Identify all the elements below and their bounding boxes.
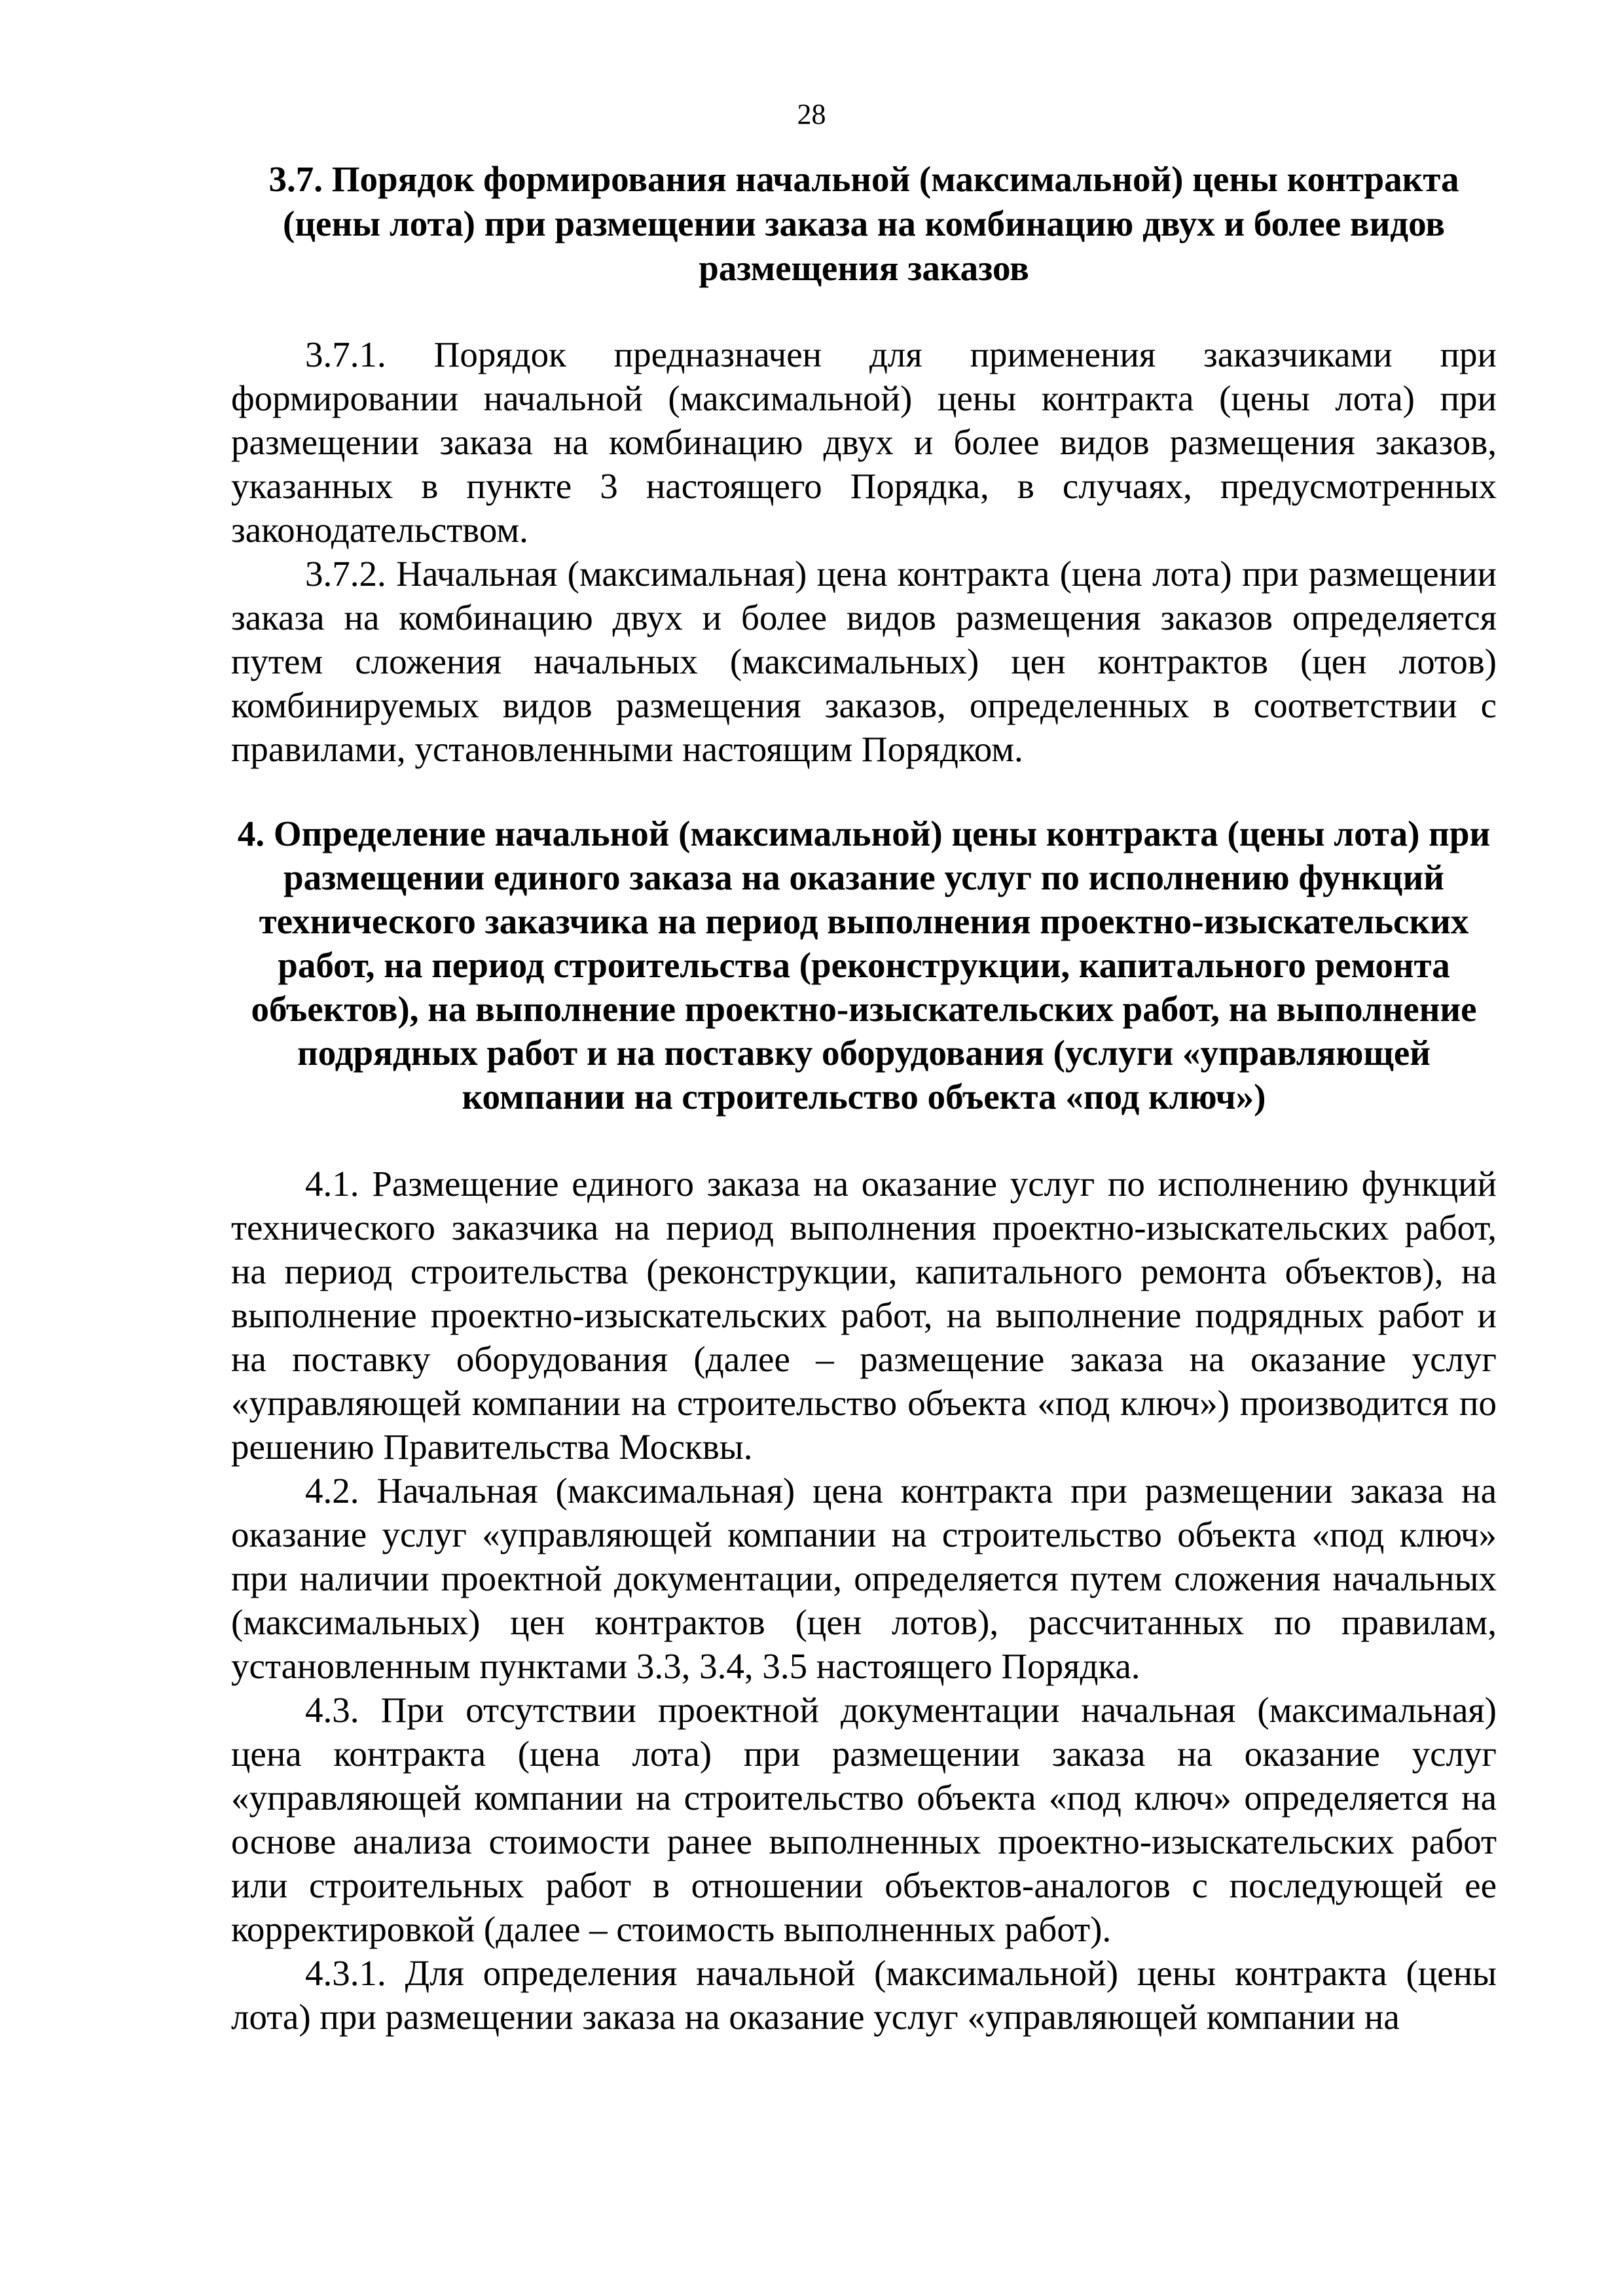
paragraph-3-7-1: 3.7.1. Порядок предназначен для применения заказчиками при формировании начальной (максимальной) цены контракта (цены лота) при размещении заказа на комбинацию двух и более видов размещения заказов, указанных в пункте 3 настоящего Порядка, в случаях, предусмотренных законодательством. <box>231 334 1497 550</box>
section-4-heading: 4. Определение начальной (максимальной) цены контракта (цены лота) при размещении единого заказа на оказание услуг по исполнению функций технического заказчика на период выполнения проектно-изыскательских работ, на период строительства (реконструкции, капитального ремонта объектов), на выполнение проектно-изыскательских работ, на выполнение подрядных работ и на поставку оборудования (услуги «управляющей компании на строительство объекта «под ключ») <box>237 814 1491 1117</box>
paragraph-4-3: 4.3. При отсутствии проектной документации начальная (максимальная) цена контракта (цена лота) при размещении заказа на оказание услуг «управляющей компании на строительство объекта «под ключ» определяется на основе анализа стоимости ранее выполненных проектно-изыскательских работ или строительных работ в отношении объектов-аналогов с последующей ее корректировкой (далее – стоимость выполненных работ). <box>231 1690 1497 1949</box>
page-number: 28 <box>797 98 826 130</box>
paragraph-4-2: 4.2. Начальная (максимальная) цена контракта при размещении заказа на оказание услуг «управляющей компании на строительство объекта «под ключ» при наличии проектной документации, определяется путем сложения начальных (максимальных) цен контрактов (цен лотов), рассчитанных по правилам, установленным пунктами 3.3, 3.4, 3.5 настоящего Порядка. <box>231 1471 1497 1686</box>
paragraph-4-1: 4.1. Размещение единого заказа на оказание услуг по исполнению функций технического заказчика на период выполнения проектно-изыскательских работ, на период строительства (реконструкции, капитального ремонта объектов), на выполнение проектно-изыскательских работ, на выполнение подрядных работ и на поставку оборудования (далее – размещение заказа на оказание услуг «управляющей компании на строительство объекта «под ключ») производится по решению Правительства Москвы. <box>231 1164 1497 1467</box>
document-body <box>231 157 1497 2039</box>
paragraph-3-7-2: 3.7.2. Начальная (максимальная) цена контракта (цена лота) при размещении заказа на комбинацию двух и более видов размещения заказов определяется путем сложения начальных (максимальных) цен контрактов (цен лотов) комбинируемых видов размещения заказов, определенных в соответствии с правилами, установленными настоящим Порядком. <box>231 554 1497 769</box>
paragraph-4-3-1: 4.3.1. Для определения начальной (максимальной) цены контракта (цены лота) при размещении заказа на оказание услуг «управляющей компании на <box>231 1953 1497 2037</box>
section-3-7-heading: 3.7. Порядок формирования начальной (максимальной) цены контракта (цены лота) при размещении заказа на комбинацию двух и более видов размещения заказов <box>268 159 1459 288</box>
